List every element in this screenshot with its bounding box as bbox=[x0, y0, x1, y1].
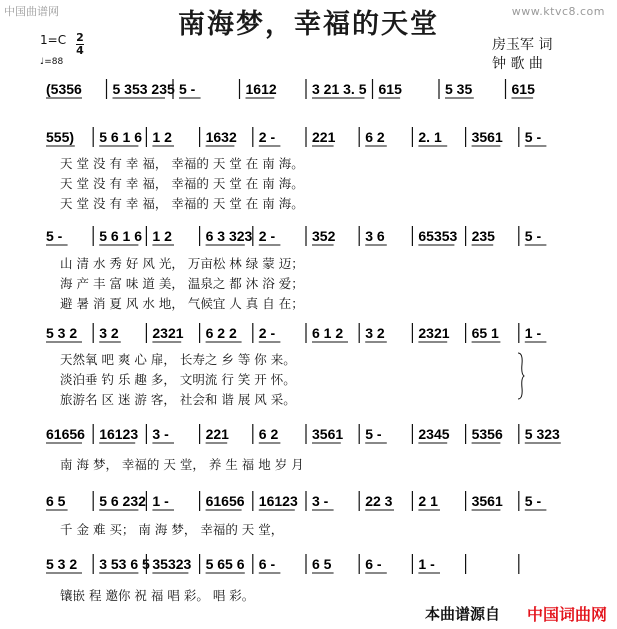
measure-notes: 3 21 3. 5 bbox=[312, 81, 367, 97]
measure-notes: 3 2 bbox=[99, 325, 119, 341]
verse-bracket-icon bbox=[517, 352, 525, 400]
measure-notes: 5 353 235 bbox=[112, 81, 175, 97]
lyric-line: 避 暑 消 夏 风 水 地， 气候宜 人 真 自 在； bbox=[60, 296, 304, 311]
measure-notes: 3 2 bbox=[365, 325, 385, 341]
measure-notes: 235 bbox=[471, 228, 495, 244]
lyric-line: 淡泊垂 钓 乐 趣 多， 文明流 行 笑 开 怀。 bbox=[60, 372, 296, 387]
notation-line-4 bbox=[0, 322, 617, 344]
measure-notes: 6 5 bbox=[312, 556, 332, 572]
notation-staff bbox=[0, 126, 617, 148]
lyric-line: 山 清 水 秀 好 风 光， 万亩松 林 绿 蒙 迈； bbox=[60, 256, 304, 271]
measure-notes: 2 - bbox=[258, 129, 276, 145]
measure-notes: 352 bbox=[312, 228, 336, 244]
notation-staff bbox=[0, 490, 617, 512]
measure-notes: 221 bbox=[312, 129, 336, 145]
lyric-line: 天 堂 没 有 幸 福， 幸福的 天 堂 在 南 海。 bbox=[60, 156, 304, 171]
measure-notes: 2 - bbox=[258, 325, 276, 341]
measure-notes: 615 bbox=[378, 81, 402, 97]
measure-notes: 1 - bbox=[524, 325, 542, 341]
measure-notes: 6 - bbox=[258, 556, 276, 572]
measure-notes: 35323 bbox=[152, 556, 192, 572]
measure-notes: 2321 bbox=[418, 325, 450, 341]
time-signature-bottom: 4 bbox=[76, 44, 84, 57]
measure-notes: 5 323 bbox=[524, 426, 560, 442]
measure-notes: 1 2 bbox=[152, 129, 172, 145]
measure-notes: 5356 bbox=[471, 426, 503, 442]
measure-notes: 2. 1 bbox=[418, 129, 442, 145]
measure-notes: 61656 bbox=[46, 426, 85, 442]
measure-notes: 3 - bbox=[152, 426, 169, 442]
measure-notes: 5 - bbox=[524, 228, 542, 244]
source-site: 中国词曲网 bbox=[526, 605, 607, 624]
measure-notes: 5 6 232 bbox=[99, 493, 146, 509]
measure-notes: 2 1 bbox=[418, 493, 438, 509]
measure-notes: 2321 bbox=[152, 325, 184, 341]
measure-notes: 5 65 6 bbox=[205, 556, 245, 572]
measure-notes: 2345 bbox=[418, 426, 450, 442]
notation-staff bbox=[0, 553, 617, 575]
measure-notes: 6 5 bbox=[46, 493, 66, 509]
measure-notes: 221 bbox=[205, 426, 229, 442]
measure-notes: 5 3 2 bbox=[46, 556, 78, 572]
measure-notes: 1632 bbox=[205, 129, 237, 145]
measure-notes: 1 - bbox=[418, 556, 435, 572]
measure-notes: 5 - bbox=[365, 426, 382, 442]
lyric-line: 镶嵌 程 邀你 祝 福 唱 彩。 唱 彩。 bbox=[60, 588, 255, 603]
composer-credit: 钟 歌 曲 bbox=[492, 56, 543, 72]
measure-notes: 65 1 bbox=[471, 325, 499, 341]
lyric-line: 天然氧 吧 爽 心 扉， 长寿之 乡 等 你 来。 bbox=[60, 352, 296, 367]
measure-notes: 615 bbox=[511, 81, 535, 97]
measure-notes: 6 2 bbox=[365, 129, 385, 145]
watermark-top-right: www.ktvc8.com bbox=[511, 5, 605, 18]
notation-line-2 bbox=[0, 126, 617, 148]
measure-notes: 555) bbox=[46, 129, 75, 145]
measure-notes: 3 - bbox=[312, 493, 329, 509]
key-signature: 1=C bbox=[40, 33, 67, 47]
measure-notes: 3 6 bbox=[365, 228, 385, 244]
notation-staff bbox=[0, 225, 617, 247]
measure-notes: 5 - bbox=[179, 81, 196, 97]
notation-line-5 bbox=[0, 423, 617, 445]
lyricist-credit: 房玉军 词 bbox=[492, 37, 553, 53]
measure-notes: 1 2 bbox=[152, 228, 172, 244]
notation-line-6 bbox=[0, 490, 617, 512]
measure-notes: 3561 bbox=[312, 426, 344, 442]
measure-notes: 5 6 1 6 bbox=[99, 228, 143, 244]
measure-notes: 5 - bbox=[524, 493, 542, 509]
time-signature bbox=[76, 33, 84, 56]
measure-notes: 6 3 323 bbox=[205, 228, 253, 244]
measure-notes: 6 2 bbox=[258, 426, 279, 442]
notation-line-7 bbox=[0, 553, 617, 575]
measure-notes: 61656 bbox=[205, 493, 245, 509]
measure-notes: 3561 bbox=[471, 129, 503, 145]
lyric-line: 南 海 梦， 幸福的 天 堂， 养 生 福 地 岁 月 bbox=[60, 457, 304, 472]
measure-notes: 1 - bbox=[152, 493, 169, 509]
measure-notes: 6 2 2 bbox=[205, 325, 237, 341]
measure-notes: 16123 bbox=[99, 426, 139, 442]
measure-notes: 5 6 1 6 bbox=[99, 129, 143, 145]
measure-notes: 6 1 2 bbox=[312, 325, 344, 341]
notation-staff bbox=[0, 322, 617, 344]
measure-notes: (5356 bbox=[46, 81, 82, 97]
lyric-line: 海 产 丰 富 味 道 美， 温泉之 都 沐 浴 爱； bbox=[60, 276, 304, 291]
lyric-line: 千 金 难 买； 南 海 梦， 幸福的 天 堂， bbox=[60, 522, 284, 537]
measure-notes: 16123 bbox=[258, 493, 298, 509]
tempo-marking: ♩=88 bbox=[40, 57, 64, 67]
measure-notes: 5 3 2 bbox=[46, 325, 78, 341]
notation-line-3 bbox=[0, 225, 617, 247]
notation-staff bbox=[0, 423, 617, 445]
time-signature-top: 2 bbox=[76, 31, 84, 44]
measure-notes: 65353 bbox=[418, 228, 458, 244]
lyric-line: 旅游名 区 迷 游 客， 社会和 谐 展 风 采。 bbox=[60, 392, 296, 407]
measure-notes: 3561 bbox=[471, 493, 503, 509]
measure-notes: 3 53 6 5 bbox=[99, 556, 150, 572]
song-title: 南海梦，幸福的天堂 bbox=[178, 9, 439, 40]
watermark-top-left: 中国曲谱网 bbox=[4, 5, 59, 18]
measure-notes: 6 - bbox=[365, 556, 382, 572]
source-label: 本曲谱源自 bbox=[424, 605, 500, 623]
measure-notes: 22 3 bbox=[365, 493, 393, 509]
lyric-line: 天 堂 没 有 幸 福， 幸福的 天 堂 在 南 海。 bbox=[60, 176, 304, 191]
measure-notes: 5 - bbox=[524, 129, 542, 145]
lyric-line: 天 堂 没 有 幸 福， 幸福的 天 堂 在 南 海。 bbox=[60, 196, 304, 211]
measure-notes: 5 - bbox=[46, 228, 63, 244]
measure-notes: 5 35 bbox=[445, 81, 473, 97]
measure-notes: 1612 bbox=[245, 81, 277, 97]
notation-staff bbox=[0, 78, 617, 100]
measure-notes: 2 - bbox=[258, 228, 276, 244]
notation-line-1 bbox=[0, 78, 617, 100]
